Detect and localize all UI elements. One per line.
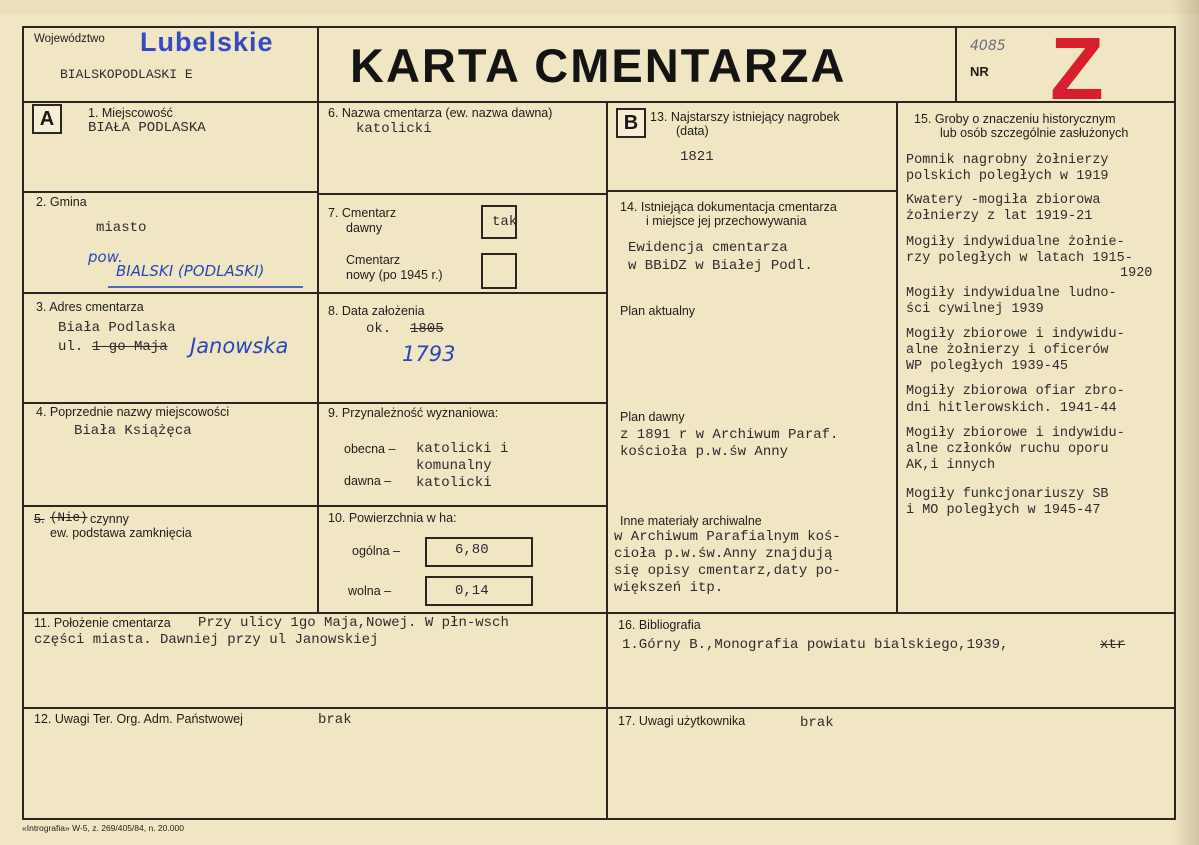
- section-a-badge: A: [32, 104, 62, 134]
- f15-line: Mogiły zbiorowe i indywidu-: [906, 327, 1125, 342]
- f4-value: Biała Książęca: [74, 423, 192, 439]
- f15-line: polskich poległych w 1919: [906, 169, 1109, 184]
- f15-line: AK,i innych: [906, 458, 996, 473]
- f9-dawna-value: katolicki: [416, 475, 492, 491]
- divider-header: [22, 101, 1176, 103]
- f12-value: brak: [318, 712, 352, 728]
- f6-label: 6. Nazwa cmentarza (ew. nazwa dawna): [328, 106, 553, 120]
- border-right: [1174, 26, 1176, 820]
- f15-line: żołnierzy z lat 1919-21: [906, 209, 1093, 224]
- f2-pow-hand: pow.: [88, 248, 123, 266]
- border-left: [22, 26, 24, 820]
- f15-line: alne członków ruchu oporu: [906, 442, 1109, 457]
- f15-line: Pomnik nagrobny żołnierzy: [906, 153, 1109, 168]
- f11-value1: Przy ulicy 1go Maja,Nowej. W płn-wsch: [198, 615, 509, 631]
- f10-wolna-label: wolna –: [348, 584, 392, 598]
- f9-obecna-label: obecna –: [344, 442, 396, 456]
- divider-bottom-2: [22, 707, 1176, 709]
- f17-label: 17. Uwagi użytkownika: [618, 714, 746, 728]
- f16-struck: xtr: [1100, 637, 1126, 653]
- f16-label: 16. Bibliografia: [618, 618, 701, 632]
- divider-bottom-1: [22, 612, 1176, 614]
- f8-hand: 1793: [402, 342, 456, 366]
- f15-line: Mogiły zbiorowa ofiar zbro-: [906, 384, 1125, 399]
- f10-label: 10. Powierzchnia w ha:: [328, 511, 457, 525]
- f10-wolna-value: 0,14: [455, 583, 489, 599]
- f11-value2: części miasta. Dawniej przy ul Janowskiej: [34, 632, 379, 648]
- f13-label1: 13. Najstarszy istniejący nagrobek: [650, 110, 840, 124]
- f3-prefix: ul.: [58, 339, 84, 355]
- f5-num: 5.: [34, 512, 45, 526]
- f12-label: 12. Uwagi Ter. Org. Adm. Państwowej: [34, 712, 243, 726]
- f14-plan-aktualny: Plan aktualny: [620, 304, 696, 318]
- f9-obecna-value1: katolicki i: [416, 441, 509, 457]
- wojewodztwo-label: Województwo: [34, 33, 105, 45]
- f9-dawna-label: dawna –: [344, 474, 392, 488]
- f3-label: 3. Adres cmentarza: [36, 300, 144, 314]
- f3-struck: 1-go Maja: [92, 339, 168, 355]
- nr-label: NR: [970, 64, 989, 79]
- f15-line: Mogiły indywidualne ludno-: [906, 286, 1117, 301]
- f7-label: 7. Cmentarz: [328, 206, 397, 220]
- section-b-badge: B: [616, 108, 646, 138]
- divider-b1: [606, 190, 897, 192]
- f8-struck: 1805: [410, 321, 444, 337]
- f15-line: 1920: [1120, 266, 1153, 281]
- f15-label2: lub osób szczególnie zasłużonych: [940, 126, 1129, 140]
- f7-nowy: nowy (po 1945 r.): [346, 268, 443, 282]
- f14-inne-v3: się opisy cmentarz,daty po-: [614, 563, 841, 579]
- divider-a4: [22, 505, 607, 507]
- divider-a3: [22, 402, 607, 404]
- wojewodztwo-stamp: Lubelskie: [140, 27, 274, 57]
- f3-line1: Biała Podlaska: [58, 320, 176, 336]
- f7-dawny-value: tak: [492, 214, 518, 230]
- f15-line: Kwatery -mogiła zbiorowa: [906, 193, 1101, 208]
- archive-code: BIALSKOPODLASKI E: [60, 67, 193, 82]
- f5-label: czynny: [90, 512, 129, 526]
- divider-nr: [955, 26, 957, 103]
- f14-inne-label: Inne materiały archiwalne: [620, 514, 762, 528]
- f7-nowy-box: [481, 253, 517, 289]
- f14-label2: i miejsce jej przechowywania: [646, 214, 807, 228]
- f9-obecna-value2: komunalny: [416, 458, 492, 474]
- f15-line: ści cywilnej 1939: [906, 302, 1044, 317]
- red-mark: Z: [1050, 19, 1104, 118]
- f15-line: rzy poległych w latach 1915-: [906, 251, 1133, 266]
- card-number-handwritten: 4085: [970, 38, 1006, 54]
- f10-ogolna-label: ogólna –: [352, 544, 400, 558]
- divider-col-2: [606, 101, 608, 819]
- f14-value1: Ewidencja cmentarza: [628, 240, 788, 256]
- f3-hand: Janowska: [190, 334, 289, 358]
- f5-struck: (Nie): [50, 511, 88, 525]
- f14-plan-dawny-v2: kościoła p.w.św Anny: [620, 444, 789, 460]
- f10-ogolna-value: 6,80: [455, 542, 489, 558]
- f14-plan-dawny: Plan dawny: [620, 410, 685, 424]
- f16-value: 1.Górny B.,Monografia powiatu bialskiego,1939,: [622, 637, 1009, 653]
- divider-a1: [22, 191, 318, 193]
- f14-inne-v1: w Archiwum Parafialnym koś-: [614, 529, 841, 545]
- f15-line: i MO poległych w 1945-47: [906, 503, 1101, 518]
- f14-value2: w BBiDZ w Białej Podl.: [628, 258, 813, 274]
- f8-label: 8. Data założenia: [328, 304, 425, 318]
- footer-imprint: «Intrografia» W-5, z. 269/405/84, n. 20.000: [22, 823, 184, 833]
- f4-label: 4. Poprzednie nazwy miejscowości: [36, 405, 230, 419]
- f5-label2: ew. podstawa zamknięcia: [50, 526, 192, 540]
- f13-label2: (data): [676, 124, 709, 138]
- f1-label: 1. Miejscowość: [88, 106, 173, 120]
- f7-cmentarz2: Cmentarz: [346, 253, 401, 267]
- f14-plan-dawny-v1: z 1891 r w Archiwum Paraf.: [620, 427, 839, 443]
- f15-line: alne żołnierzy i oficerów: [906, 343, 1109, 358]
- f15-label1: 15. Groby o znaczeniu historycznym: [914, 112, 1116, 126]
- border-bottom: [22, 818, 1176, 820]
- f2-pow-value: BIALSKI (PODLASKI): [116, 262, 265, 280]
- f9-label: 9. Przynależność wyznaniowa:: [328, 406, 499, 420]
- f2-label: 2. Gmina: [36, 195, 87, 209]
- f2-value: miasto: [96, 220, 147, 236]
- f6-value: katolicki: [356, 121, 432, 137]
- f13-value: 1821: [680, 149, 714, 165]
- divider-col-1: [317, 26, 319, 614]
- f15-line: dni hitlerowskich. 1941-44: [906, 401, 1117, 416]
- f15-line: Mogiły zbiorowe i indywidu-: [906, 426, 1125, 441]
- f8-prefix: ok.: [366, 321, 392, 337]
- f15-line: WP poległych 1939-45: [906, 359, 1069, 374]
- card-title: KARTA CMENTARZA: [350, 39, 847, 92]
- divider-a2: [22, 292, 607, 294]
- f14-inne-v4: większeń itp.: [614, 580, 724, 596]
- divider-m1: [317, 193, 607, 195]
- f17-value: brak: [800, 715, 834, 731]
- f15-line: Mogiły funkcjonariuszy SB: [906, 487, 1109, 502]
- f7-dawny: dawny: [346, 221, 383, 235]
- f15-line: Mogiły indywidualne żołnie-: [906, 235, 1125, 250]
- f14-label1: 14. Istniejąca dokumentacja cmentarza: [620, 200, 837, 214]
- f14-inne-v2: cioła p.w.św.Anny znajdują: [614, 546, 833, 562]
- f2-underline: [108, 286, 303, 288]
- f11-label: 11. Położenie cmentarza: [34, 616, 171, 630]
- divider-col-3: [896, 101, 898, 614]
- f1-value: BIAŁA PODLASKA: [88, 120, 206, 136]
